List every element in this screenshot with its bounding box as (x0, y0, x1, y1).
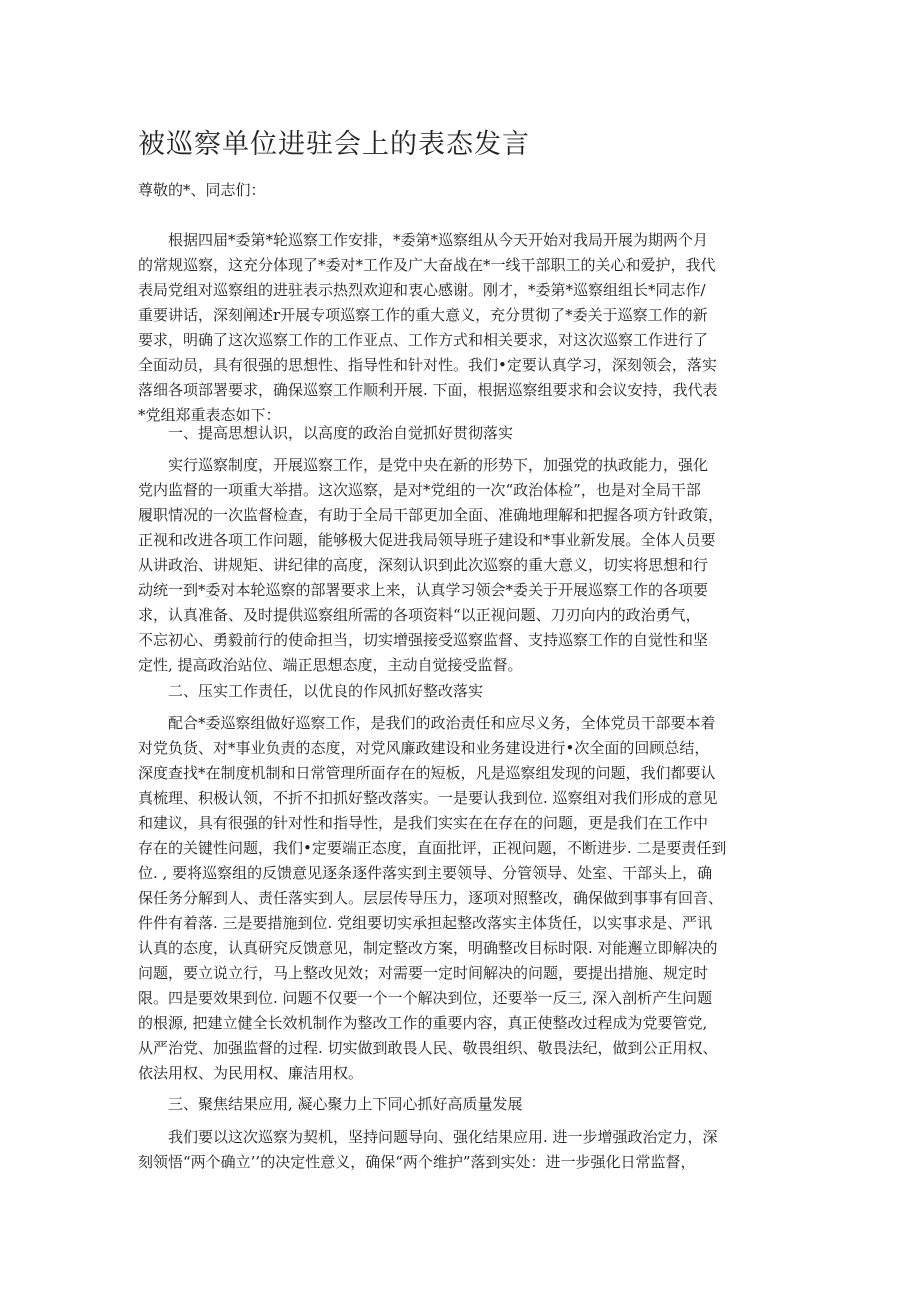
salutation: 尊敬的*、同志们： (138, 181, 266, 199)
paragraph-line: 刻领悟“两个确立’’的决定性意义，确保“两个维护”落到实处：进一步强化日常监督， (138, 1153, 696, 1171)
paragraph-line: 从讲政治、讲规矩、讲纪律的高度，深刻认识到此次巡察的重大意义，切实将思想和行 (138, 556, 709, 574)
paragraph-line: 根据四届*委第*轮巡察工作安排，*委第*巡察组从今天开始对我局开展为期两个月 (138, 231, 709, 249)
document-title: 被巡察单位进驻会上的表态发言 (138, 129, 530, 160)
section-heading-3: 三、聚焦结果应用, 凝心聚力上下同心抓好高质量发展 (168, 1095, 523, 1113)
paragraph-line: 重要讲话，深刻阐述r开展专项巡察工作的重大意义，充分贯彻了*委关于巡察工作的新 (138, 306, 708, 324)
paragraph-line: 表局党组对巡察组的进驻表示热烈欢迎和衷心感谢。刚才，*委第*巡察组组长*同志作/ (138, 281, 706, 299)
paragraph-line: 对党负货、对*事业负责的态度，对党风廉政建设和业务建设进行•次全面的回顾总结， (138, 739, 710, 757)
paragraph-line: 全面动员，具有很强的思想性、指导性和针对性。我们•定要认真学习，深刻领会，落实 (138, 356, 717, 374)
paragraph-line: 的根源, 把建立健全长效机制作为整改工作的重要内容，真正使整改过程成为党要管党, (138, 1014, 708, 1032)
paragraph-line: 的常规巡察，这充分体现了*委对*工作及广大奋战在*一线干部职工的关心和爱护，我代 (138, 256, 716, 274)
paragraph-line: 真梳理、积极认领，不折不扣抓好整改落实。一是要认我到位. 巡察组对我们形成的意见 (138, 789, 718, 807)
intro-paragraph (138, 228, 794, 428)
section-2-paragraph (138, 711, 794, 1086)
paragraph-line: 实行巡察制度，开展巡察工作，是党中央在新的形势下，加强党的执政能力，强化 (138, 456, 709, 474)
paragraph-line: 从严治党、加强监督的过程. 切实做到敢畏人民、敬畏组织、敬畏法纪，做到公正用权、 (138, 1039, 718, 1057)
section-1-paragraph (138, 453, 794, 678)
paragraph-line: 动统一到*委对本轮巡察的部署要求上来，认真学习领会*委关于开展巡察工作的各项要 (138, 581, 709, 599)
section-heading-2: 二、压实工作责任，以优良的作风抓好整改落实 (168, 682, 484, 700)
paragraph-line: 履职情况的一次监督检查，有助于全局干部更加全面、准确地理解和把握各项方针政策， (138, 506, 724, 524)
paragraph-line: 依法用权、为民用权、廉洁用权。 (138, 1064, 364, 1082)
paragraph-line: 定性, 提高政治站位、端正思想态度，主动自觉接受监督。 (138, 656, 523, 674)
paragraph-line: 限。四是要效果到位. 问题不仅要一个一个解决到位，还要举一反三, 深入剖析产生问题 (138, 989, 713, 1007)
paragraph-line: 件件有着落. 三是要措施到位. 党组要切实承担起整改落实主体货任，以实事求是、严讯 (138, 914, 713, 932)
paragraph-line: 求，认真准备、及时提供巡察组所需的各项资料“以正视问题、刀刃向内的政治勇气， (138, 606, 701, 624)
paragraph-line: 要求，明确了这次巡察工作的工作亚点、工作方式和相关要求，对这次巡察工作进行了 (138, 331, 709, 349)
paragraph-line: 保任务分解到人、责任落实到人。层层传导压力，逐项对照整改，确保做到事事有回音、 (138, 889, 724, 907)
section-3-paragraph (138, 1125, 794, 1175)
paragraph-line: 深度查找*在制度机制和日常管理所面存在的短板，凡是巡察组发现的问题，我们都要认 (138, 764, 716, 782)
paragraph-line: 位. , 要将巡察组的反馈意见逐条逐件落实到主要领导、分管领导、处室、干部头上，确 (138, 864, 713, 882)
paragraph-line: 配合*委巡察组做好巡察工作，是我们的政治责任和应尽义务，全体党员干部要本着 (138, 714, 716, 732)
paragraph-line: 正视和改进各项工作问题，能够极大促进我局领导班子建设和*事业新发展。全体人员要 (138, 531, 716, 549)
paragraph-line: 不忘初心、勇毅前行的使命担当，切实增强接受巡察监督、支持巡察工作的自觉性和坚 (138, 631, 709, 649)
paragraph-line: 党内监督的一项重大举措。这次巡察，是对*党组的一次“政治体检”，也是对全局干部 (138, 481, 701, 499)
paragraph-line: 和建议，具有很强的针对性和指导性，是我们实实在在存在的问题，更是我们在工作中 (138, 814, 709, 832)
paragraph-line: 问题，要立说立行，马上整改见效；对需要一定时间解决的问题，要提出措施、规定时 (138, 964, 709, 982)
paragraph-line: 落细各项部署要求，确保巡察工作顺利开展. 下面，根据巡察组要求和会议安持，我代表 (138, 381, 718, 399)
paragraph-line: 存在的关键性问题，我们•定要端正态度，直面批评，正视问题，不断进步. 二是要责任到 (138, 839, 727, 857)
paragraph-line: 我们要以这次巡察为契机，坚持问题导向、强化结果应用. 进一步增强政治定力，深 (138, 1128, 718, 1146)
paragraph-line: 认真的态度，认真研究反馈意见，制定整改方案，明确整改目标时限. 对能邂立即解决的 (138, 939, 718, 957)
paragraph-line: *党组郑重表态如下： (138, 406, 281, 424)
section-heading-1: 一、提高思想认识，以高度的政治自觉抓好贯彻落实 (168, 424, 514, 442)
